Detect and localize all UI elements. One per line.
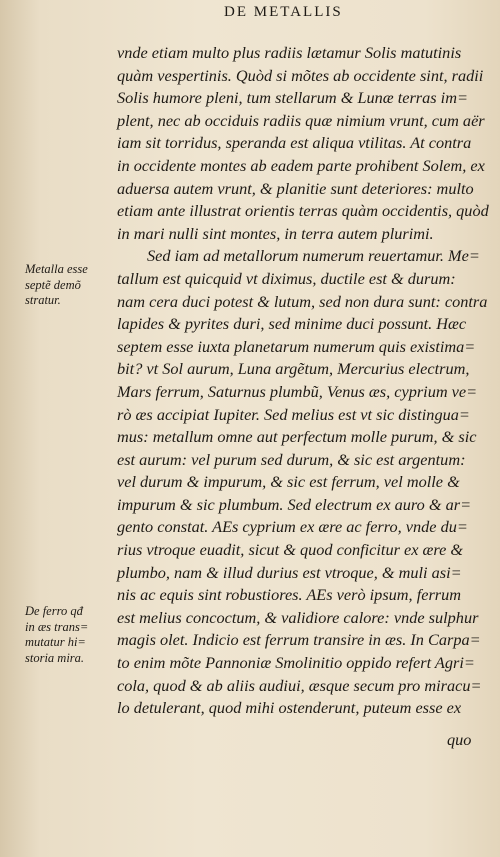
text-line: lapides & pyrites duri, sed minime duci possunt. Hæc bbox=[117, 314, 467, 334]
text-line: est melius concoctum, & validiore calore: vnde sulphur bbox=[117, 607, 479, 627]
margin-note-line: Metalla esse bbox=[25, 262, 88, 276]
text-line: mus: metallum omne aut perfectum molle purum, & sic bbox=[117, 427, 477, 447]
running-title: DE METALLIS bbox=[224, 4, 343, 20]
text-line: magis olet. Indicio est ferrum transire in æs. In Carpa= bbox=[117, 630, 481, 650]
margin-note-line: in æs trans= bbox=[25, 619, 89, 634]
margin-note-line: De ferro qđ bbox=[25, 604, 83, 618]
text-line: gento constat. AEs cyprium ex ære ac ferro, vnde du= bbox=[117, 517, 468, 537]
margin-note-metalla bbox=[25, 262, 117, 309]
text-line: rò æs accipiat Iupiter. Sed melius est vt sic distingua= bbox=[117, 404, 470, 424]
text-line: aduersa autem vrunt, & planitie sunt deteriores: multo bbox=[117, 178, 474, 198]
text-line: impurum & sic plumbum. Sed electrum ex auro & ar= bbox=[117, 494, 472, 514]
main-text-block bbox=[117, 42, 489, 720]
text-line: vel durum & impurum, & sic est ferrum, vel molle & bbox=[117, 472, 460, 492]
text-line: plent, nec ab occiduis radiis quæ nimium vrunt, cum aër bbox=[117, 110, 485, 130]
margin-note-line: stratur. bbox=[25, 293, 61, 307]
text-line: tallum est quicquid vt diximus, ductile est & durum: bbox=[117, 268, 456, 288]
text-line: Mars ferrum, Saturnus plumbũ, Venus æs, cyprium ve= bbox=[117, 381, 478, 401]
text-line: nis ac equis sint robustiores. AEs verò ipsum, ferrum bbox=[117, 585, 462, 605]
text-line: in occidente montes ab eadem parte prohibent Solem, ex bbox=[117, 155, 485, 175]
margin-note-de-ferro bbox=[25, 604, 117, 666]
text-line: Sed iam ad metallorum numerum reuertamur. Me= bbox=[147, 246, 480, 266]
catchword: quo bbox=[447, 730, 472, 749]
text-line: vnde etiam multo plus radiis lætamur Solis matutinis bbox=[117, 43, 462, 62]
text-line: lo detulerant, quod mihi ostenderunt, puteum esse ex bbox=[117, 698, 462, 718]
text-line: rius vtroque euadit, sicut & quod conficitur ex ære & bbox=[117, 540, 464, 560]
text-line: plumbo, nam & illud durius est vtroque, & muli asi= bbox=[117, 562, 462, 582]
text-line: cola, quod & ab aliis audiui, æsque secum pro miracu= bbox=[117, 675, 482, 695]
text-line: quàm vespertinis. Quòd si mõtes ab occidente sint, radii bbox=[117, 65, 484, 85]
text-line: to enim mõte Pannoniæ Smolinitio oppido refert Agri= bbox=[117, 653, 475, 673]
text-line: septem esse iuxta planetarum numerum quis existima= bbox=[117, 336, 476, 356]
text-line: est aurum: vel purum sed durum, & sic est argentum: bbox=[117, 449, 466, 469]
text-line: bit? vt Sol aurum, Luna argẽtum, Mercurius electrum, bbox=[117, 359, 470, 379]
text-line: nam cera duci potest & lutum, sed non dura sunt: contra bbox=[117, 291, 488, 311]
margin-note-line: storia mira. bbox=[25, 650, 85, 665]
text-line: Solis humore pleni, tum stellarum & Lunæ terras im= bbox=[117, 88, 468, 108]
text-line: iam sit torridus, speranda est aliqua vtilitas. At contra bbox=[117, 133, 472, 153]
text-line: in mari nulli sint montes, in terra autem plurimi. bbox=[117, 223, 434, 243]
margin-note-line: septẽ demõ bbox=[25, 277, 81, 292]
text-line: etiam ante illustrat orientis terras quàm occidentis, quòd bbox=[117, 201, 489, 221]
margin-note-line: mutatur hi= bbox=[25, 635, 86, 649]
